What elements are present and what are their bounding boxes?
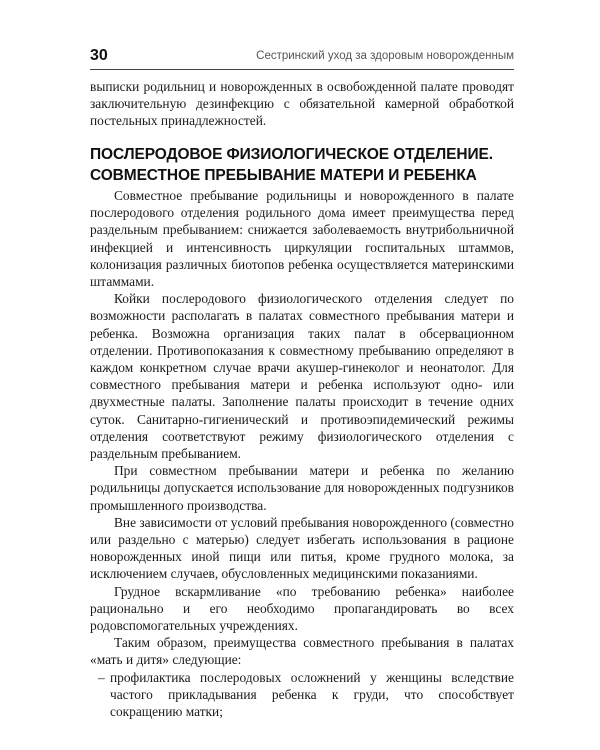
page-header	[90, 46, 514, 68]
section-body	[90, 187, 514, 720]
section-heading	[90, 144, 514, 186]
body-paragraph-2: Койки послеродового физиологического отделения следует по возможности располагать в палатах совместного пребывания матери и ребенка. Возможна организация таких палат в обсервационном отделении. Противопоказания к совместному пребыванию определяют в каждом конкретном случае врачи акушер-гинеколог и неонатолог. Для совместного пребывания матери и ребенка используют одно- или двухместные палаты. Заполнение палаты происходит в течение одних суток. Санитарно-гигиенический и противоэпидемический режимы отделения соответствуют режиму физиологического отделения с раздельным пребыванием.	[90, 291, 514, 462]
list-item-text: профилактика послеродовых осложнений у женщины вследствие частого прикладывания ребенка к груди, что способствует сокращению матки;	[110, 669, 514, 720]
body-paragraph-1: Совместное пребывание родильницы и новорожденного в палате послеродового отделения родильного дома имеет преимущества перед раздельным пребыванием: снижается заболеваемость внутрибольничной инфекцией и интенсивность циркуляции госпитальных штаммов, колонизация различных биотопов ребенка осуществляется материнскими штаммами.	[90, 188, 514, 290]
header-rule	[90, 69, 514, 70]
intro-paragraph: выписки родильниц и новорожденных в освобожденной палате проводят заключительную дезинфекцию с обязательной камерной обработкой постельных принадлежностей.	[90, 79, 514, 129]
body-paragraph-6: Таким образом, преимущества совместного пребывания в палатах «мать и дитя» следующие:	[90, 635, 514, 668]
list-dash: –	[98, 669, 105, 685]
body-paragraph-5: Грудное вскармливание «по требованию ребенка» наиболее рационально и его необходимо пропагандировать во всех родовспомогательных учреждениях.	[90, 583, 514, 634]
section-heading-line-2: СОВМЕСТНОЕ ПРЕБЫВАНИЕ МАТЕРИ И РЕБЕНКА	[90, 167, 477, 184]
running-title: Сестринский уход за здоровым новорожденным	[256, 50, 514, 62]
body-paragraph-3: При совместном пребывании матери и ребенка по желанию родильницы допускается использование для новорожденных подгузников промышленного производства.	[90, 463, 514, 513]
intro-text	[90, 78, 514, 130]
page-number: 30	[90, 47, 108, 64]
section-heading-line-1: ПОСЛЕРОДОВОЕ ФИЗИОЛОГИЧЕСКОЕ ОТДЕЛЕНИЕ.	[90, 146, 493, 163]
body-paragraph-4: Вне зависимости от условий пребывания новорожденного (совместно или раздельно с матерью) следует избегать использования в рационе новорожденных иной пищи или питья, кроме грудного молока, за исключением случаев, обусловленных медицинскими показаниями.	[90, 514, 514, 582]
list-item	[90, 669, 514, 721]
